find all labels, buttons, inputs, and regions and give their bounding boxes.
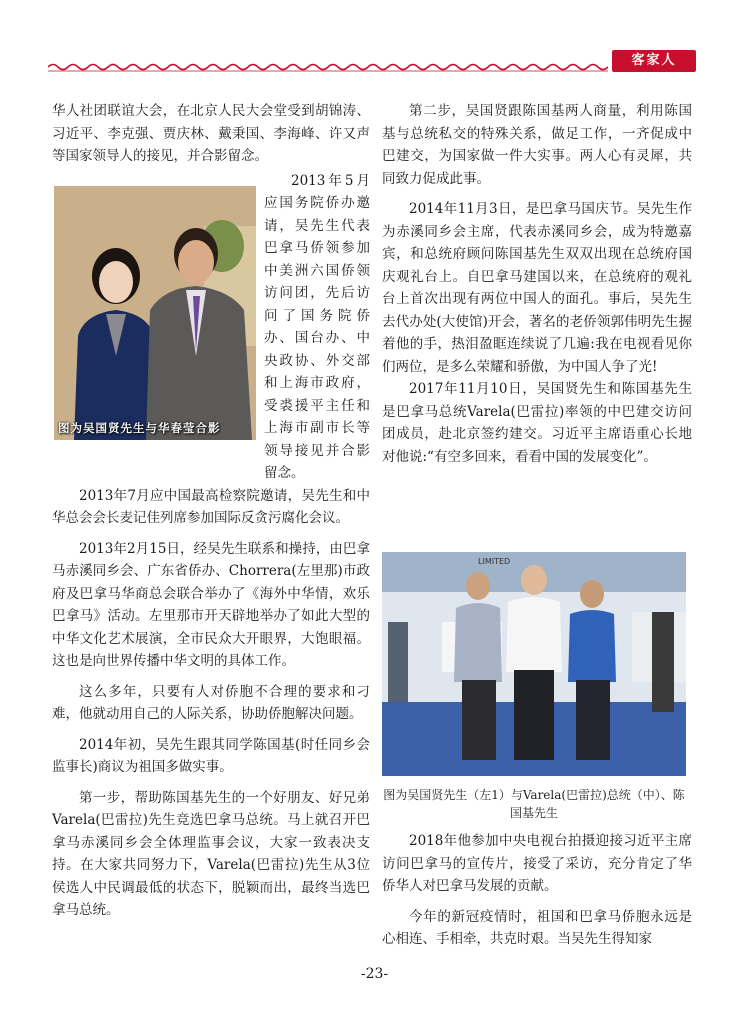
banner-text: LIMITED xyxy=(478,557,511,566)
paragraph: 第二步，吴国贤跟陈国基两人商量，利用陈国基与总统私交的特殊关系，做足工作，一齐促成中巴建交，为国家做一件大实事。两人心有灵犀，共同致力促成此事。 xyxy=(382,103,692,187)
right-column-bottom xyxy=(382,830,692,951)
paragraph: 2014年11月3日，是巴拿马国庆节。吴先生作为赤溪同乡会主席，代表赤溪同乡会，成为特邀嘉宾，和总统府顾问陈国基先生双双出现在总统府国庆观礼台上。自巴拿马建国以来，在总统府的观礼台上首次出现有两位中国人的面孔。事后，吴先生去代办处(大使馆)开会，著名的老侨领郭伟明先生握着他的手，热泪盈眶连续说了几遍:我在电视看见你们两位，是多么荣耀和骄傲，为中国人争了光! xyxy=(382,201,692,375)
paragraph: 2013年5月应国务院侨办邀请，吴先生代表巴拿马侨领参加中美洲六国侨领访问团，先后访问了国务院侨办、国台办、中央政协、外交部和上海市政府，受裘援平主任和上海市副市长等领导接见并合影留念。 xyxy=(264,172,370,481)
page-number: -23- xyxy=(360,966,389,982)
photo-illustration xyxy=(382,552,686,776)
paragraph: 这么多年，只要有人对侨胞不合理的要求和刁难，他就动用自己的人际关系，协助侨胞解决问题。 xyxy=(52,683,370,722)
paragraph: 2018年他参加中央电视台拍摄迎接习近平主席访问巴拿马的宣传片，接受了采访，充分肯定了华侨华人对巴拿马发展的贡献。 xyxy=(382,833,692,894)
paragraph: 2017年11月10日，吴国贤先生和陈国基先生是巴拿马总统Varela(巴雷拉)率领的中巴建交访问团成员，赴北京签约建交。习近平主席语重心长地对他说:“有空多回来，看看中国的发展变化”。 xyxy=(382,381,692,465)
right-column xyxy=(382,100,692,468)
paragraph: 今年的新冠疫情时，祖国和巴拿马侨胞永远是心相连、手相牵，共克时艰。当吴先生得知家 xyxy=(382,908,692,947)
photo-wu-with-hua xyxy=(54,186,256,440)
paragraph: 华人社团联谊大会，在北京人民大会堂受到胡锦涛、习近平、李克强、贾庆林、戴秉国、李海峰、许又声等国家领导人的接见，并合影留念。 xyxy=(52,103,370,164)
photo-caption: 图为吴国贤先生与华春莹合影 xyxy=(58,421,221,435)
photo-illustration xyxy=(54,186,256,440)
header-wave-rule xyxy=(48,60,608,74)
paragraph: 第一步，帮助陈国基先生的一个好朋友、好兄弟Varela(巴雷拉)先生竞选巴拿马总统。马上就召开巴拿马赤溪同乡会全体理监事会议，大家一致表决支持。在大家共同努力下，Varela(巴雷拉)先生从3位侯选人中民调最低的状态下，脱颖而出，最终当选巴拿马总统。 xyxy=(52,789,370,918)
photo-caption: 图为吴国贤先生（左1）与Varela(巴雷拉)总统（中）、陈国基先生 xyxy=(383,788,685,820)
photo-wu-with-varela xyxy=(382,552,686,776)
paragraph: 2014年初，吴先生跟其同学陈国基(时任同乡会监事长)商议为祖国多做实事。 xyxy=(52,736,370,775)
section-badge: 客家人 xyxy=(612,50,696,72)
paragraph: 2013年2月15日，经吴先生联系和操持，由巴拿马赤溪同乡会、广东省侨办、Chorrera(左里那)市政府及巴拿马华商总会联合举办了《海外中华情，欢乐巴拿马》活动。左里那市开天辟地举办了如此大型的中华文化艺术展演，全市民众大开眼界，大饱眼福。这也是向世界传播中华文明的具体工作。 xyxy=(52,540,370,669)
paragraph: 2013年7月应中国最高检察院邀请，吴先生和中华总会会长麦记佳列席参加国际反贪污腐化会议。 xyxy=(52,487,370,526)
